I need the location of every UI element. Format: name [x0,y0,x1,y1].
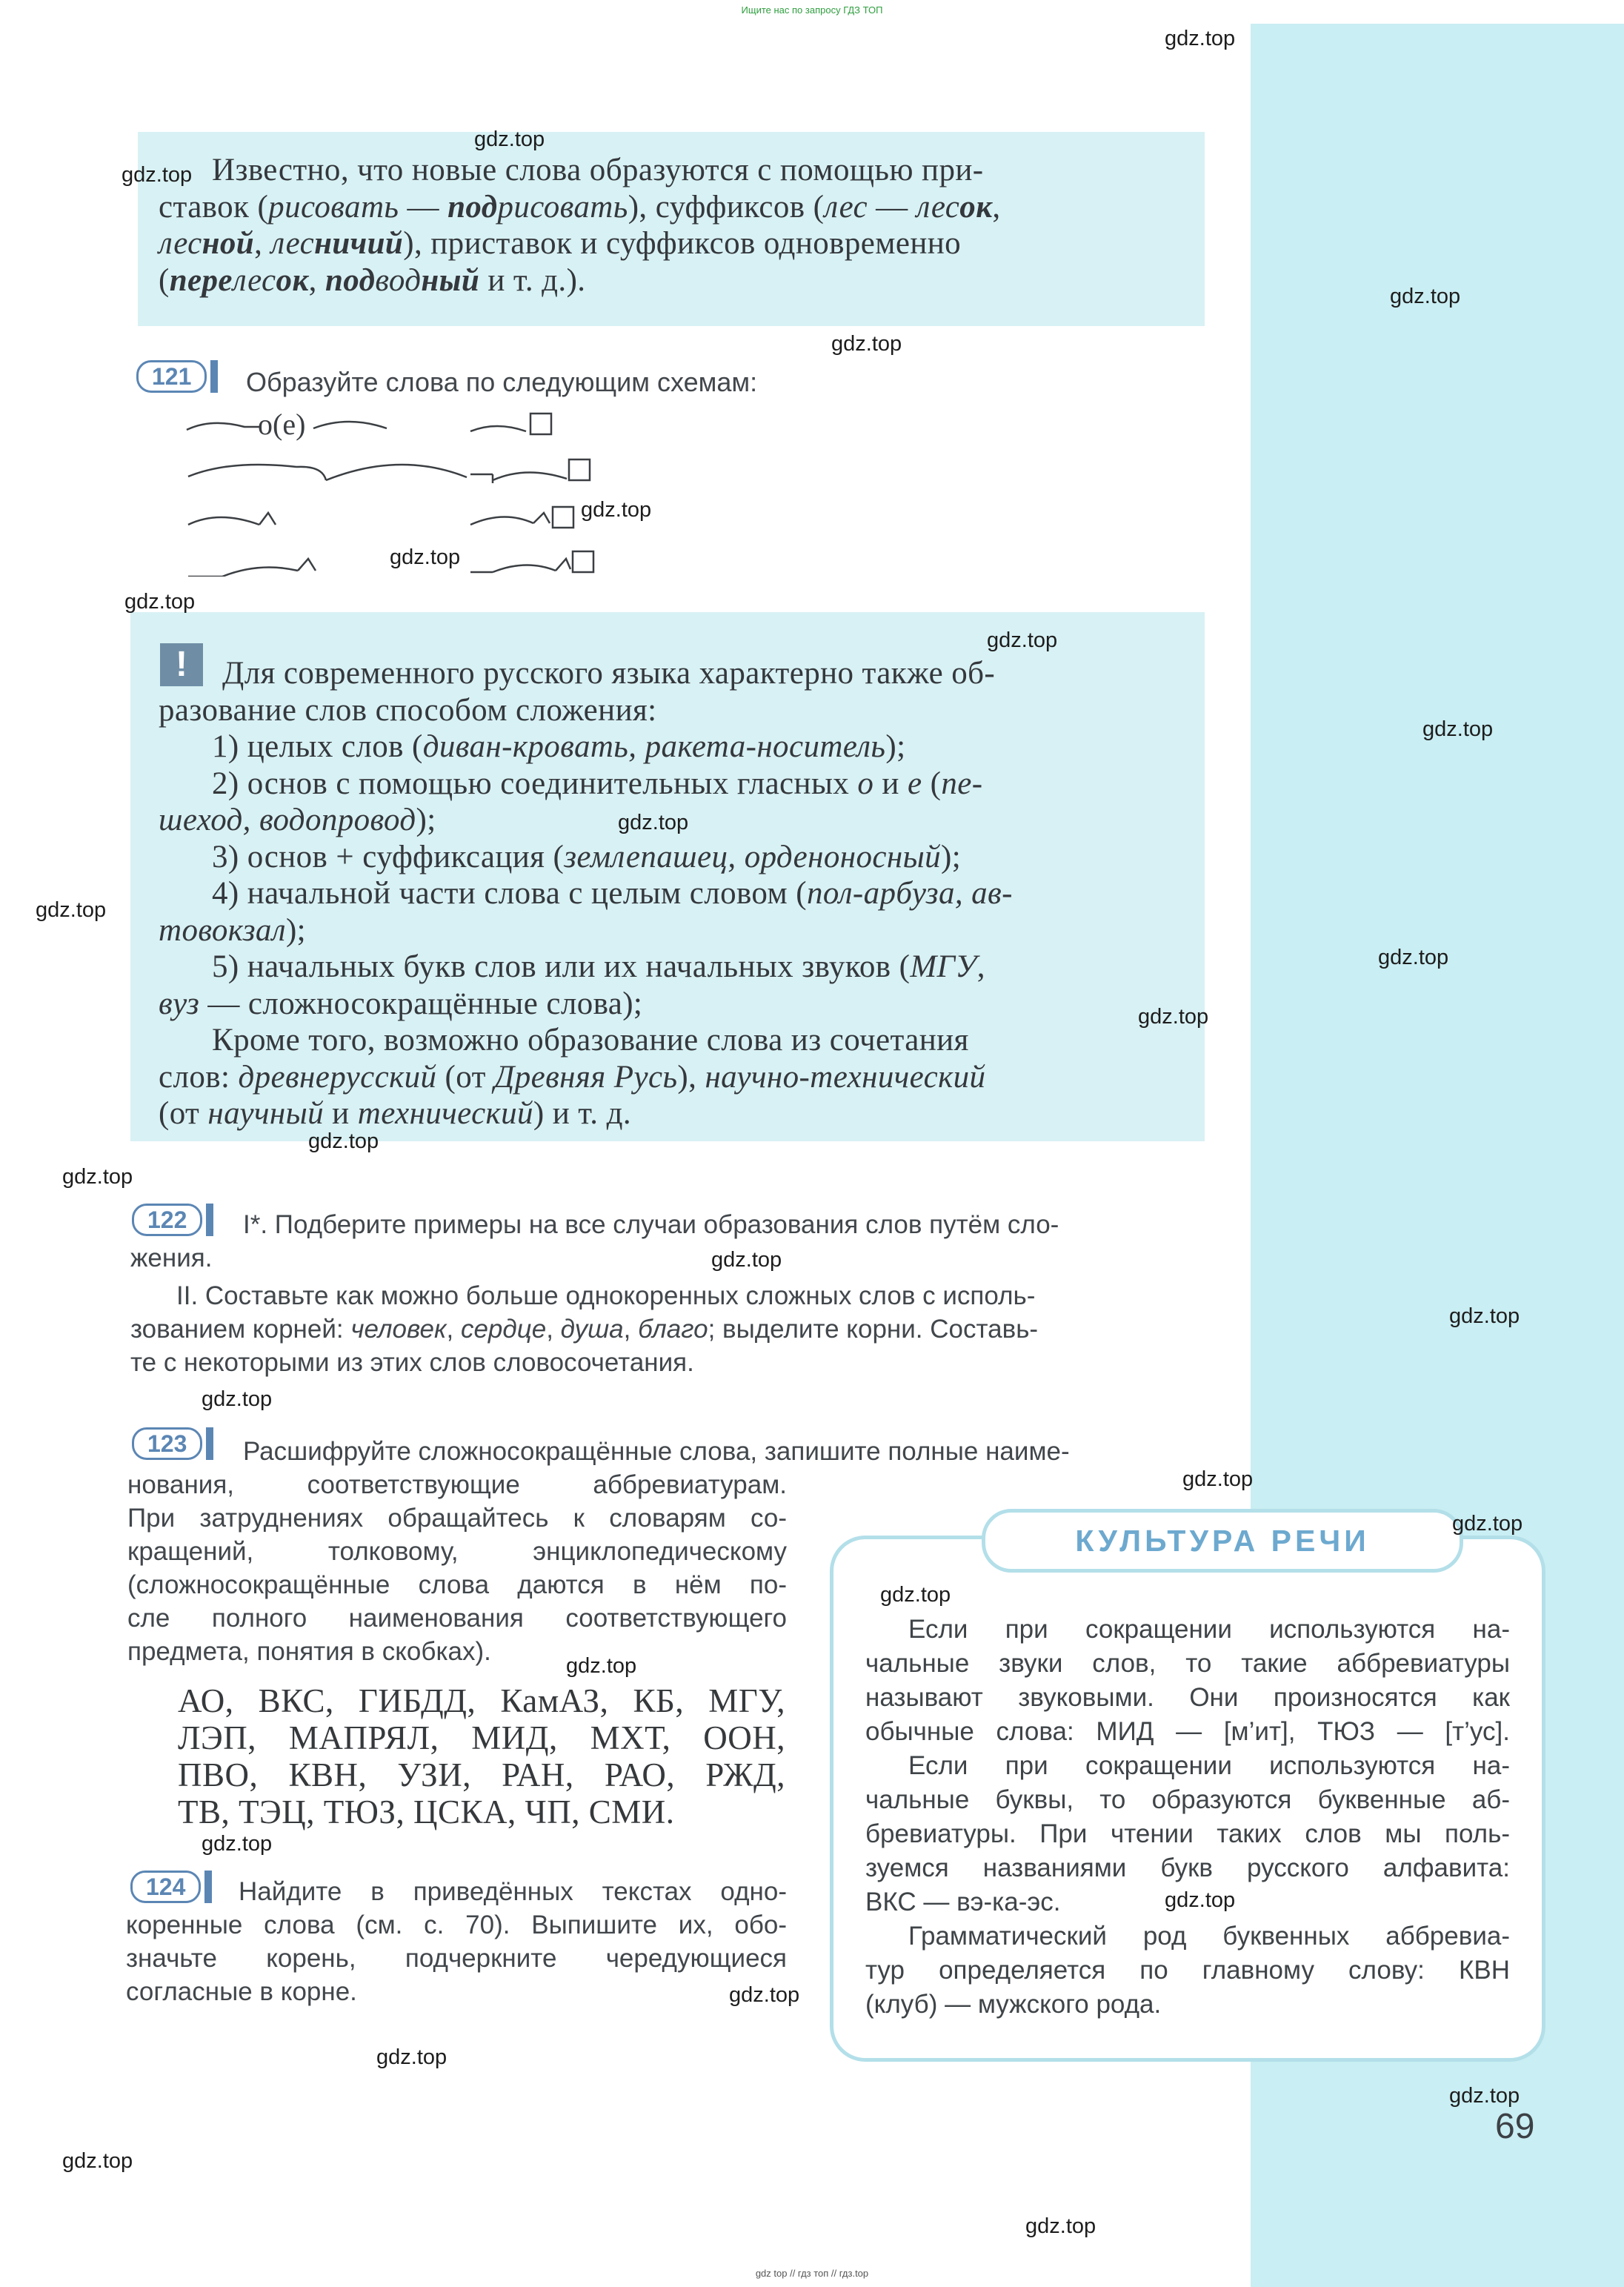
watermark: gdz.top [1138,1005,1209,1029]
exercise-122-part2-cont: зованием корней: человек, сердце, душа, благо; выделите корни. Составь- [130,1315,1039,1344]
watermark: gdz.top [566,1654,637,1678]
culture-p3-l2: тур определяется по главному слову: КВН [865,1956,1510,1985]
scheme-arc-root [188,517,259,525]
scheme-suffix-2 [298,559,316,571]
scheme-arc-2 [296,467,326,480]
watermark: gdz.top [880,1583,951,1607]
watermark: gdz.top [1378,946,1449,969]
culture-p3-l1: Грамматический род буквенных аббревиа- [908,1922,1510,1951]
scheme-root-arc-3 [222,568,298,577]
scheme-root-right-3 [470,517,533,525]
watermark: gdz.top [308,1129,379,1153]
culture-p1-l3: называют звуковыми. Они произносятся как [865,1683,1510,1712]
scheme-prefix-arc [187,423,259,430]
watermark: gdz.top [62,1165,133,1189]
watermark: gdz.top [729,1983,800,2007]
scheme-suffix-right-4 [556,559,570,571]
scheme-root-arc-2 [313,422,387,428]
culture-p2-l5: ВКС — вэ-ка-эс. [865,1888,1061,1916]
page-number: 69 [1495,2107,1535,2146]
exercise-122-part1: I*. Подберите примеры на все случаи образования слов путём сло- [243,1210,1059,1239]
intro-line-4: (перелесок, подводный и т. д.). [159,262,586,298]
exercise-124-line-1: Найдите в приведённых текстах одно- [239,1877,787,1906]
watermark: gdz.top [124,590,196,614]
scheme-root-right-4 [493,565,556,572]
scheme-suffix-right-3 [533,513,550,523]
exercise-124-line-4: согласные в корне. [126,1977,357,2006]
watermark: gdz.top [474,127,545,151]
watermark: gdz.top [581,498,652,522]
abbreviation-line-3: ПВО, КВН, УЗИ, РАН, РАО, РЖД, [178,1756,785,1793]
exercise-number-122: 122 [132,1204,202,1236]
exercise-123-line-6: сле полного наименования соответствующего [127,1604,787,1633]
watermark: gdz.top [618,811,689,834]
scheme-ending-3 [553,507,573,528]
watermark: gdz.top [36,898,107,922]
scheme-suffix-1 [259,513,276,525]
exercise-number-124: 124 [130,1871,201,1903]
exercise-123-text [127,1435,1200,1501]
scheme-ending-1 [530,414,551,434]
exclamation-icon: ! [160,643,203,686]
watermark: gdz.top [390,545,461,569]
scheme-ending-2 [569,459,590,480]
culture-p2-l3: бревиатуры. При чтении таких слов мы поль- [865,1819,1510,1848]
scheme-arc-1 [188,465,296,477]
scheme-arc-3 [326,465,467,480]
rule-item-3: 3) основ + суффиксация (землепашец, орденоносный); [212,839,962,874]
watermark: gdz.top [987,628,1058,652]
rule-line-1: Для современного русского языка характерно также об- [222,656,996,691]
watermark: gdz.top [1390,285,1461,308]
culture-p1-l2: чальные звуки слов, то такие аббревиатуры [865,1649,1510,1678]
exercise-122-part2-end: те с некоторыми из этих слов словосочетания. [130,1348,694,1377]
rule-item-5-cont: вуз — сложносокращённые слова); [159,986,643,1021]
watermark: gdz.top [1452,1512,1523,1536]
culture-box-text [865,1613,1510,2022]
culture-p3-l3: (клуб) — мужского рода. [865,1990,1162,2019]
scheme-oe-label: о(е) [258,408,306,441]
watermark: gdz.top [1182,1467,1254,1491]
rule-line-2: разование слов способом сложения: [159,692,657,728]
bottom-note: gdz top // гдз топ // гдз.top [755,2268,869,2279]
rule-item-2: 2) основ с помощью соединительных гласных о и е (пе- [212,766,983,801]
scheme-root-right-1 [470,426,526,431]
watermark: gdz.top [202,1832,273,1856]
abbreviation-line-1: АО, ВКС, ГИБДД, КамАЗ, КБ, МГУ, [178,1682,785,1719]
exercise-123-continued [127,1501,787,1668]
rule-item-4-cont: товокзал); [159,912,307,948]
watermark: gdz.top [1422,717,1494,741]
exercise-123-line-1: Расшифруйте сложносокращённые слова, запишите полные наиме- [243,1437,1070,1466]
rule-extra-1: Кроме того, возможно образование слова из сочетания [212,1023,969,1058]
rule-extra-3: (от научный и технический) и т. д. [159,1096,631,1131]
scheme-ending-4 [573,551,593,572]
rule-item-5: 5) начальных букв слов или их начальных звуков (МГУ, [212,949,985,984]
exercise-124-text [126,1875,787,2008]
scheme-root-right-2 [493,472,567,480]
exercise-number-123: 123 [132,1427,202,1460]
watermark: gdz.top [1165,1888,1236,1912]
exercise-121-task: Образуйте слова по следующим схемам: [246,367,758,397]
exercise-124-line-2: коренные слова (см. с. 70). Выпишите их, обо- [126,1911,787,1939]
exercise-123-line-7: предмета, понятия в скобках). [127,1637,491,1666]
intro-text [159,152,1179,299]
exercise-123-line-4: кращений, толковому, энциклопедическому [127,1537,787,1566]
watermark: gdz.top [1449,1304,1520,1328]
culture-p2-l1: Если при сокращении используются на- [908,1751,1510,1780]
exercise-123-line-5: (сложносокращённые слова даются в нём по- [127,1570,787,1599]
watermark: gdz.top [1165,27,1236,50]
watermark: gdz.top [122,163,193,187]
watermark: gdz.top [202,1387,273,1411]
rule-item-4: 4) начальной части слова с целым словом (пол-арбуза, ав- [212,876,1013,911]
culture-p2-l2: чальные буквы, то образуются буквенные аб- [865,1785,1510,1814]
exercise-123-line-2: нования, соответствующие аббревиатурам. [127,1470,787,1499]
exercise-122-part1-cont: жения. [130,1244,213,1272]
abbreviation-list [178,1682,785,1830]
watermark: gdz.top [1449,2084,1520,2108]
exercise-number-121: 121 [136,360,207,393]
watermark: gdz.top [376,2045,447,2069]
abbreviation-line-4: ТВ, ТЭЦ, ТЮЗ, ЦСКА, ЧП, СМИ. [178,1793,675,1830]
watermark: gdz.top [831,332,902,356]
intro-line-2: ставок (рисовать — подрисовать), суффиксов (лес — лесок, [159,189,1001,225]
intro-line-1: Известно, что новые слова образуются с помощью при- [212,153,984,187]
exercise-122-text [130,1208,1197,1379]
rule-text [159,655,1179,1132]
exercise-124-line-3: значьте корень, подчеркните чередующиеся [126,1944,787,1973]
rule-item-2-cont: шеход, водопровод); [159,803,436,837]
top-note: Ищите нас по запросу ГДЗ ТОП [741,4,883,16]
rule-extra-2: слов: древнерусский (от Древняя Русь), научно-технический [159,1059,986,1095]
watermark: gdz.top [711,1248,782,1272]
exercise-122-part2: II. Составьте как можно больше однокоренных сложных слов с исполь- [176,1281,1036,1310]
rule-item-1: 1) целых слов (диван-кровать, ракета-носитель); [212,729,906,764]
culture-p2-l4: зуемся названиями букв русского алфавита: [865,1853,1510,1882]
watermark: gdz.top [1025,2214,1096,2238]
watermark: gdz.top [62,2149,133,2173]
exercise-123-line-3: При затруднениях обращайтесь к словарям со- [127,1504,787,1533]
culture-p1-l4: обычные слова: МИД — [м’ит], ТЮЗ — [т’ус]. [865,1717,1510,1746]
intro-line-3: лесной, лесничий), приставок и суффиксов одновременно [159,226,962,261]
culture-box-title: КУЛЬТУРА РЕЧИ [982,1509,1463,1573]
abbreviation-line-2: ЛЭП, МАПРЯЛ, МИД, МХТ, ООН, [178,1719,785,1756]
culture-p1-l1: Если при сокращении используются на- [908,1615,1510,1644]
